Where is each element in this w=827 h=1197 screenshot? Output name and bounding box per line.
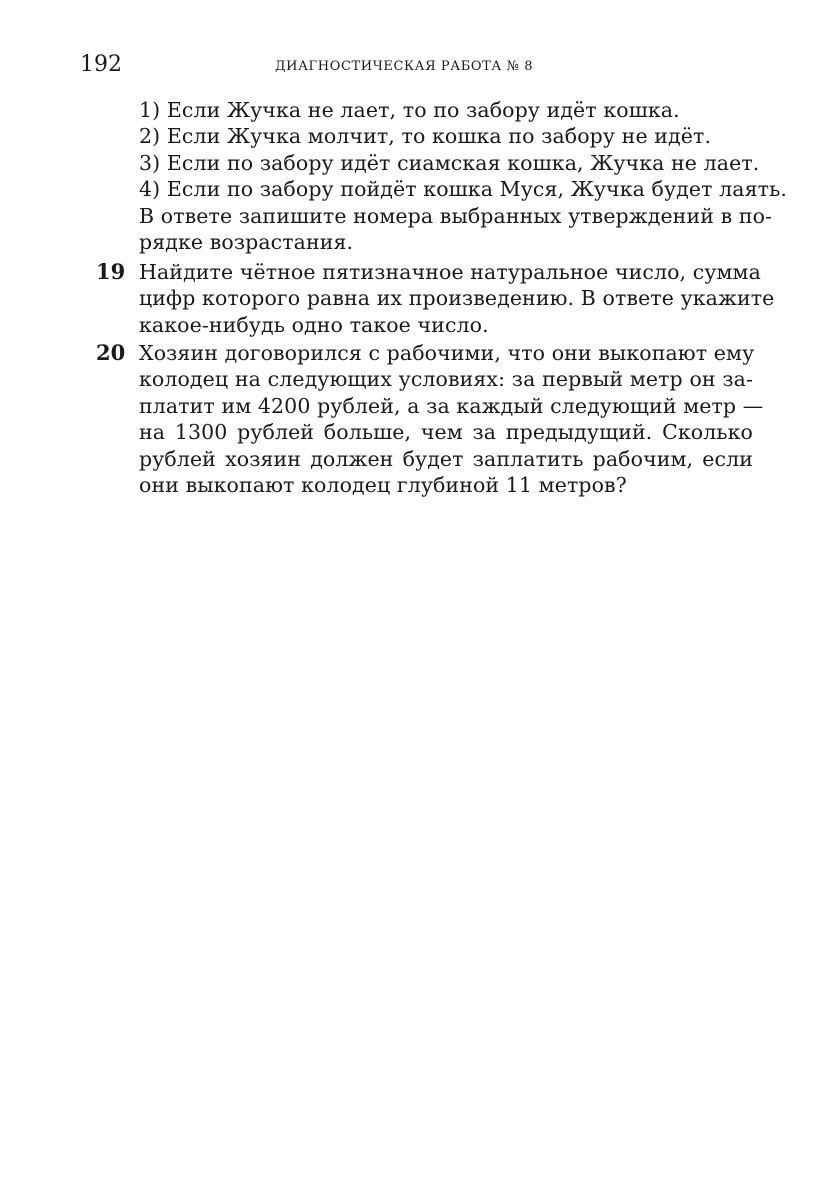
task-20-line-4: на 1300 рублей больше, чем за предыдущий. Сколько xyxy=(139,420,753,445)
task-19-line-3: какое-нибудь одно такое число. xyxy=(139,312,489,337)
statement-2: 2) Если Жучка молчит, то кошка по забору не идёт. xyxy=(139,124,712,149)
task-19-number: 19 xyxy=(96,259,126,284)
page-number: 192 xyxy=(80,52,122,77)
task-20-line-3: платит им 4200 рублей, а за каждый следующий метр — xyxy=(139,393,764,418)
task-19-line-2: цифр которого равна их произведению. В ответе укажите xyxy=(139,286,775,311)
instruction-line-1: В ответе запишите номера выбранных утверждений в по- xyxy=(139,203,773,228)
task-20-line-5: рублей хозяин должен будет заплатить рабочим, если xyxy=(139,446,753,471)
statement-1: 1) Если Жучка не лает, то по забору идёт кошка. xyxy=(139,98,680,122)
task-20-number: 20 xyxy=(96,340,126,365)
instruction-line-2: рядке возрастания. xyxy=(139,230,354,254)
task-20-line-1: Хозяин договорился с рабочими, что они выкопают ему xyxy=(139,341,755,365)
page-header xyxy=(80,50,760,80)
task-20-line-6: они выкопают колодец глубиной 11 метров? xyxy=(139,473,627,497)
task-20-line-2: колодец на следующих условиях: за первый метр он за- xyxy=(139,367,753,392)
statement-3: 3) Если по забору идёт сиамская кошка, Жучка не лает. xyxy=(139,150,760,175)
statement-4: 4) Если по забору пойдёт кошка Муся, Жучка будет лаять. xyxy=(139,177,787,202)
running-title: ДИАГНОСТИЧЕСКАЯ РАБОТА № 8 xyxy=(275,59,534,74)
task-19-line-1: Найдите чётное пятизначное натуральное число, сумма xyxy=(139,260,761,284)
